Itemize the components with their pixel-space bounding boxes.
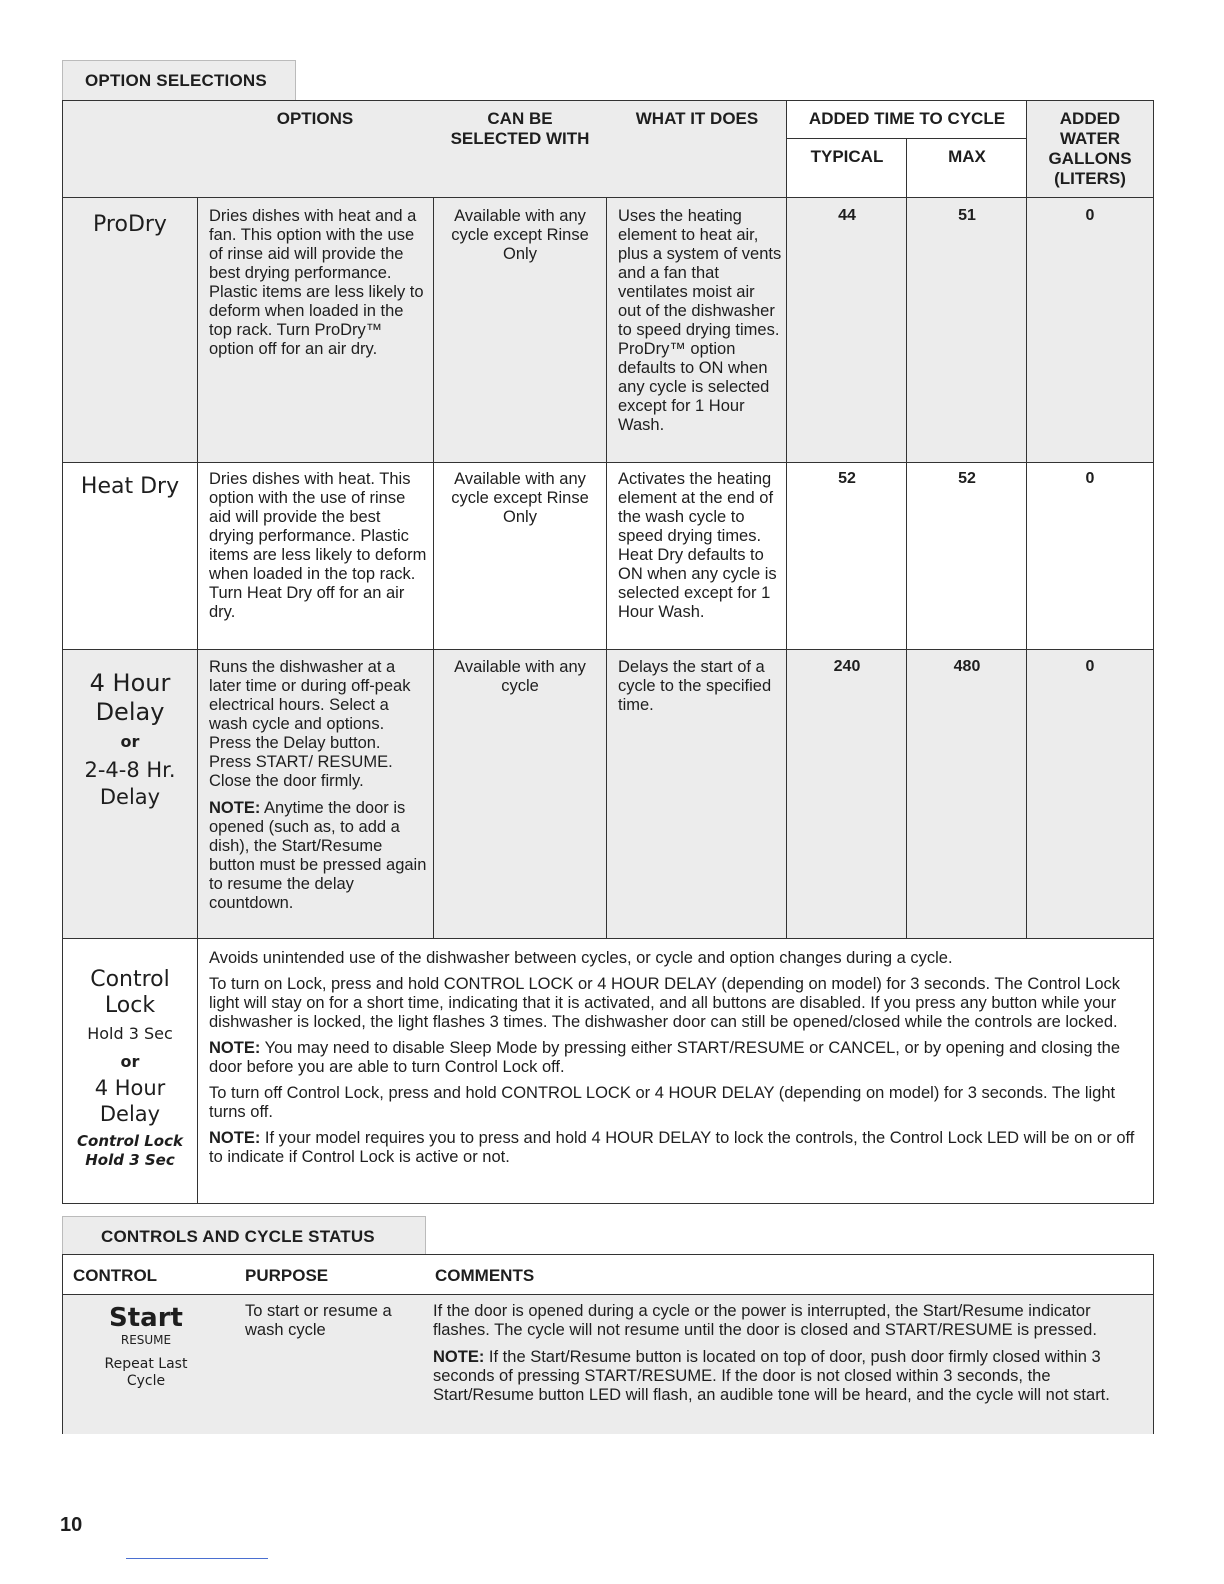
option-selected-with-prodry: Available with any cycle except Rinse Only	[451, 207, 589, 263]
option-selections-table	[62, 100, 1154, 1204]
option-name-heat-dry: Heat Dry	[80, 474, 180, 499]
page-number: 10	[60, 1514, 83, 1536]
option-selections-title: OPTION SELECTIONS	[85, 71, 267, 90]
option-name-control-lock: Control Lock Hold 3 Sec or 4 Hour Delay Control Lock Hold 3 Sec	[77, 967, 183, 1169]
option-max-heat-dry: 52	[958, 470, 976, 487]
option-what-it-does-prodry: Uses the heating element to heat air, plus a system of vents and a fan that ventilates moist air out of the dishwasher to speed drying times. ProDry™ option defaults to ON when any cycle is selected except for 1 Hour Wash.	[618, 207, 782, 434]
header-typical: TYPICAL	[810, 147, 884, 166]
option-typical-delay: 240	[833, 658, 861, 675]
option-selected-with-heat-dry: Available with any cycle except Rinse Only	[451, 470, 589, 526]
header-added-time: ADDED TIME TO CYCLE	[808, 109, 1006, 128]
option-description-delay: Runs the dishwasher at a later time or during off-peak electrical hours. Select a wash cycle and options. Press the Delay button. Press START/ RESUME. Close the door firmly. NOTE: Anytime the door is opened (such as, to add a dish), the Start/Resume button must be pressed again to resume the delay countdown.	[209, 658, 427, 912]
controls-status-tab	[62, 1216, 426, 1254]
option-water-heat-dry: 0	[1085, 470, 1095, 487]
header-options: OPTIONS	[276, 109, 354, 128]
header-max: MAX	[948, 147, 986, 166]
option-description-prodry: Dries dishes with heat and a fan. This option with the use of rinse aid will provide the best drying performance. Plastic items are less likely to deform when loaded in the top rack. Turn ProDry™ option off for an air dry.	[209, 207, 424, 358]
header-can-be: CAN BE SELECTED WITH	[450, 109, 590, 148]
option-typical-prodry: 44	[838, 207, 856, 224]
controls-table	[62, 1254, 1154, 1294]
option-name-delay: 4 Hour Delay or 2-4-8 Hr. Delay	[84, 669, 176, 809]
option-name-prodry: ProDry	[93, 212, 167, 237]
header-what-it-does: WHAT IT DOES	[635, 109, 759, 128]
option-what-it-does-delay: Delays the start of a cycle to the specified time.	[618, 658, 772, 714]
option-selections-tab	[62, 60, 296, 100]
option-selected-with-delay: Available with any cycle	[454, 658, 586, 695]
option-water-delay: 0	[1085, 658, 1095, 675]
control-lock-description: Avoids unintended use of the dishwasher between cycles, or cycle and option changes during a cycle. To turn on Lock, press and hold CONTROL LOCK or 4 HOUR DELAY (depending on model) for 3 seconds. The Control Lock light will stay on for a short time, indicating that it is activated, and all buttons are disabled. If you press any button while your dishwasher is locked, the light flashes 3 times. The dishwasher door can still be opened/closed while the controls are locked. NOTE: You may need to disable Sleep Mode by pressing either START/RESUME or CANCEL, or by opening and closing the door before you are able to turn Control Lock off. To turn off Control Lock, press and hold CONTROL LOCK or 4 HOUR DELAY (depending on model) for 3 seconds. The light turns off. NOTE: If your model requires you to press and hold 4 HOUR DELAY to lock the controls, the Control Lock LED will be on or off to indicate if Control Lock is active or not.	[209, 949, 1135, 1166]
control-name-start: Start RESUME Repeat Last Cycle	[104, 1303, 188, 1389]
header-purpose: PURPOSE	[245, 1266, 329, 1285]
table-row-start	[62, 1294, 1154, 1434]
footer-rule	[126, 1558, 268, 1559]
header-control: CONTROL	[73, 1266, 158, 1285]
option-max-delay: 480	[953, 658, 981, 675]
header-comments: COMMENTS	[435, 1266, 535, 1285]
option-description-heat-dry: Dries dishes with heat. This option with the use of rinse aid will provide the best drying performance. Plastic items are less likely to deform when loaded in the top rack. Turn Heat Dry off for an air dry.	[209, 470, 427, 621]
control-purpose-start: To start or resume a wash cycle	[245, 1302, 392, 1339]
option-typical-heat-dry: 52	[838, 470, 856, 487]
option-water-prodry: 0	[1085, 207, 1095, 224]
controls-status-title: CONTROLS AND CYCLE STATUS	[101, 1227, 375, 1246]
option-what-it-does-heat-dry: Activates the heating element at the end of the wash cycle to speed drying times. Heat Dry defaults to ON when any cycle is selected except for 1 Hour Wash.	[618, 470, 777, 621]
header-added-water: ADDED WATER GALLONS (LITERS)	[1048, 109, 1132, 188]
control-comment-start: If the door is opened during a cycle or the power is interrupted, the Start/Resume indicator flashes. The cycle will not resume until the door is closed and START/RESUME is pressed. NOTE: If the Start/Resume button is located on top of door, push door firmly closed within 3 seconds of pressing START/RESUME. If the door is not closed within 3 seconds, the Start/Resume button LED will flash, an audible tone will be heard, and the cycle will not start.	[433, 1302, 1110, 1404]
option-max-prodry: 51	[958, 207, 976, 224]
